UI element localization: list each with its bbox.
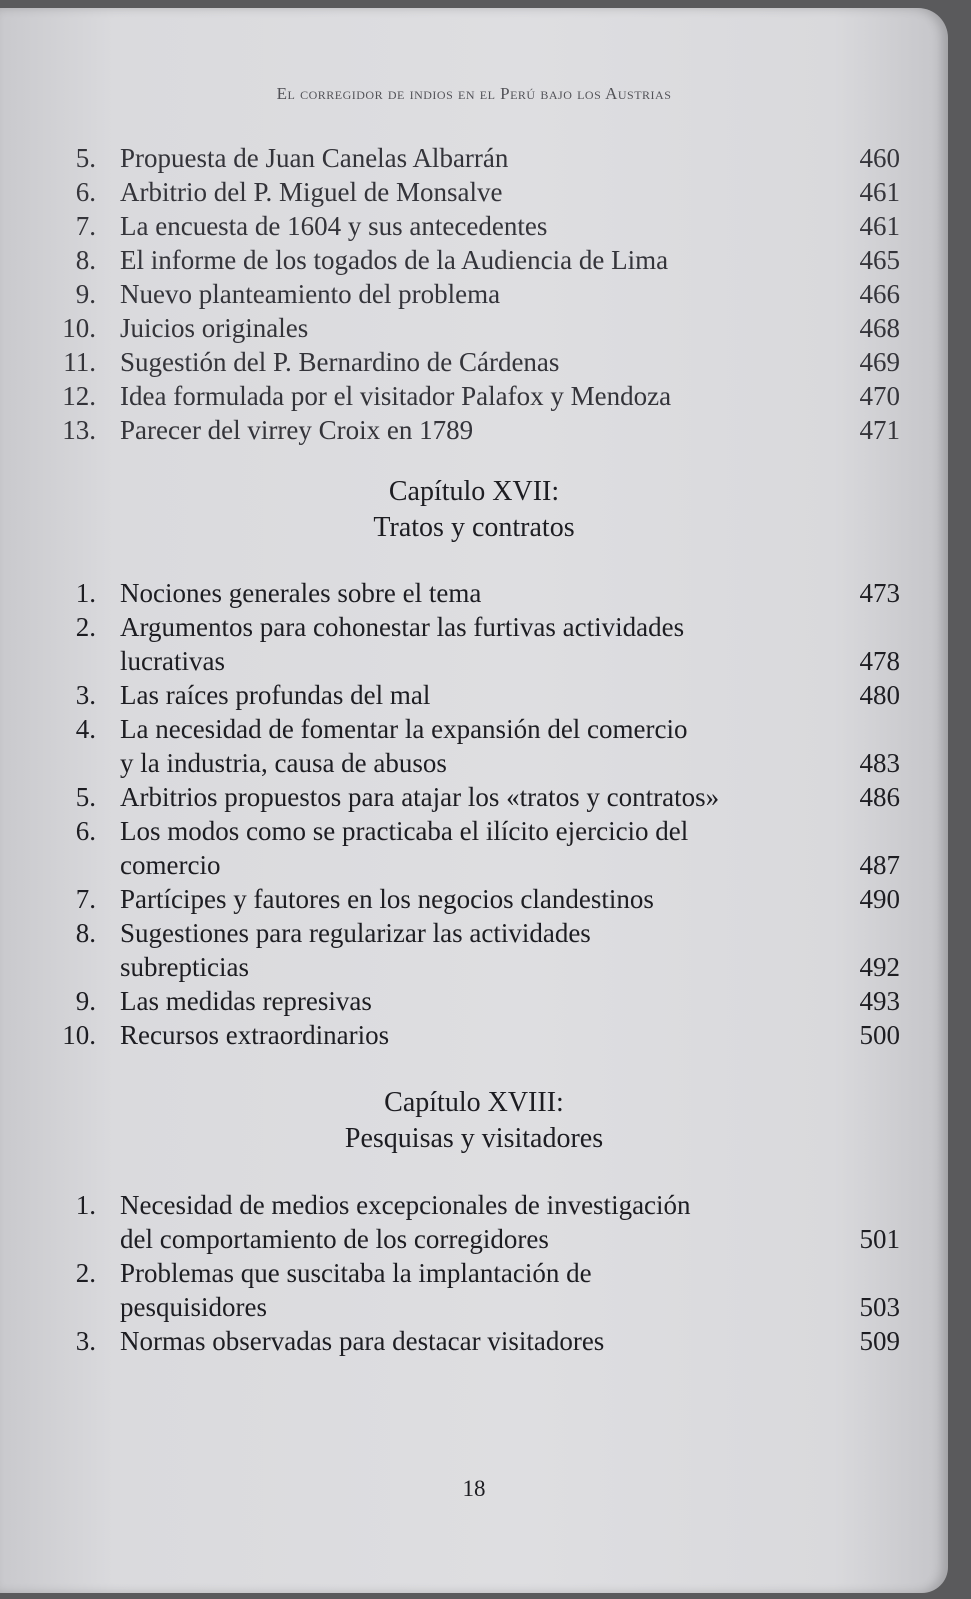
entry-page: 509 bbox=[859, 1326, 900, 1356]
entry-title: Partícipes y fautores en los negocios clandestinos bbox=[120, 884, 654, 914]
entry-number: 13. bbox=[62, 415, 96, 445]
entry-number: 9. bbox=[75, 279, 96, 309]
entry-title: Necesidad de medios excepcionales de investigación bbox=[120, 1190, 691, 1220]
entry-page: 469 bbox=[859, 347, 900, 377]
running-head: El corregidor de indios en el Perú bajo los Austrias bbox=[276, 84, 672, 103]
entry-number: 9. bbox=[75, 986, 96, 1016]
entry-title: Idea formulada por el visitador Palafox y Mendoza bbox=[120, 381, 672, 411]
entry-title: Las medidas represivas bbox=[120, 986, 372, 1016]
entry-title: Los modos como se practicaba el ilícito ejercicio del bbox=[120, 816, 689, 846]
entry-page: 460 bbox=[859, 143, 900, 173]
entry-page: 492 bbox=[859, 952, 900, 982]
entry-page: 471 bbox=[859, 415, 900, 445]
entry-number: 8. bbox=[75, 918, 96, 948]
entry-title: Problemas que suscitaba la implantación de bbox=[120, 1258, 592, 1288]
entry-number: 3. bbox=[75, 680, 96, 710]
entry-title-continuation: comercio bbox=[120, 850, 221, 880]
entry-page: 493 bbox=[859, 986, 900, 1016]
entry-number: 8. bbox=[75, 245, 96, 275]
entry-title-continuation: pesquisidores bbox=[120, 1292, 267, 1322]
entry-title: La necesidad de fomentar la expansión del comercio bbox=[120, 714, 688, 744]
page-number: 18 bbox=[462, 1476, 486, 1501]
entry-number: 3. bbox=[75, 1326, 96, 1356]
entry-page: 473 bbox=[859, 578, 900, 608]
entry-title: Juicios originales bbox=[120, 313, 309, 343]
entry-number: 7. bbox=[75, 211, 96, 241]
entry-title: Parecer del virrey Croix en 1789 bbox=[120, 415, 474, 445]
entry-number: 1. bbox=[75, 1190, 96, 1220]
chapter-heading: Capítulo XVII: bbox=[388, 476, 560, 507]
entry-page: 503 bbox=[859, 1292, 900, 1322]
entry-page: 483 bbox=[859, 748, 900, 778]
entry-page: 468 bbox=[859, 313, 900, 343]
entry-page: 487 bbox=[859, 850, 900, 880]
entry-title: Recursos extraordinarios bbox=[120, 1020, 390, 1050]
entry-title: La encuesta de 1604 y sus antecedentes bbox=[120, 211, 548, 241]
chapter-subtitle: Pesquisas y visitadores bbox=[344, 1123, 604, 1154]
entry-number: 2. bbox=[75, 612, 96, 642]
entry-page: 480 bbox=[859, 680, 900, 710]
entry-title: El informe de los togados de la Audiencia de Lima bbox=[120, 245, 669, 275]
entry-number: 5. bbox=[75, 143, 96, 173]
entry-number: 7. bbox=[75, 884, 96, 914]
entry-title-continuation: subrepticias bbox=[120, 952, 249, 982]
entry-number: 4. bbox=[75, 714, 96, 744]
entry-title: Propuesta de Juan Canelas Albarrán bbox=[120, 143, 509, 173]
entry-page: 478 bbox=[859, 646, 900, 676]
entry-title: Argumentos para cohonestar las furtivas actividades bbox=[120, 612, 685, 642]
entry-page: 465 bbox=[859, 245, 900, 275]
entry-page: 461 bbox=[859, 211, 900, 241]
entry-title: Nociones generales sobre el tema bbox=[120, 578, 482, 608]
entry-page: 470 bbox=[859, 381, 900, 411]
entry-title: Normas observadas para destacar visitadores bbox=[120, 1326, 605, 1356]
entry-title-continuation: del comportamiento de los corregidores bbox=[120, 1224, 549, 1254]
entry-title-continuation: y la industria, causa de abusos bbox=[120, 748, 447, 778]
entry-page: 500 bbox=[859, 1020, 900, 1050]
entry-number: 12. bbox=[62, 381, 96, 411]
entry-title: Arbitrio del P. Miguel de Monsalve bbox=[120, 177, 503, 207]
entry-number: 6. bbox=[75, 816, 96, 846]
entry-title: Las raíces profundas del mal bbox=[120, 680, 431, 710]
entry-page: 490 bbox=[859, 884, 900, 914]
entry-title: Sugestión del P. Bernardino de Cárdenas bbox=[120, 347, 560, 377]
entry-page: 461 bbox=[859, 177, 900, 207]
entry-page: 486 bbox=[859, 782, 900, 812]
book-page bbox=[0, 8, 948, 1593]
entry-number: 5. bbox=[75, 782, 96, 812]
chapter-subtitle: Tratos y contratos bbox=[373, 512, 575, 543]
entry-number: 11. bbox=[63, 347, 96, 377]
entry-number: 6. bbox=[75, 177, 96, 207]
entry-page: 501 bbox=[859, 1224, 900, 1254]
entry-title-continuation: lucrativas bbox=[120, 646, 225, 676]
chapter-heading: Capítulo XVIII: bbox=[384, 1087, 564, 1118]
entry-number: 1. bbox=[75, 578, 96, 608]
entry-number: 10. bbox=[62, 313, 96, 343]
entry-number: 2. bbox=[75, 1258, 96, 1288]
entry-title: Arbitrios propuestos para atajar los «tratos y contratos» bbox=[120, 782, 720, 812]
entry-number: 10. bbox=[62, 1020, 96, 1050]
entry-title: Nuevo planteamiento del problema bbox=[120, 279, 501, 309]
entry-title: Sugestiones para regularizar las actividades bbox=[120, 918, 591, 948]
entry-page: 466 bbox=[859, 279, 900, 309]
